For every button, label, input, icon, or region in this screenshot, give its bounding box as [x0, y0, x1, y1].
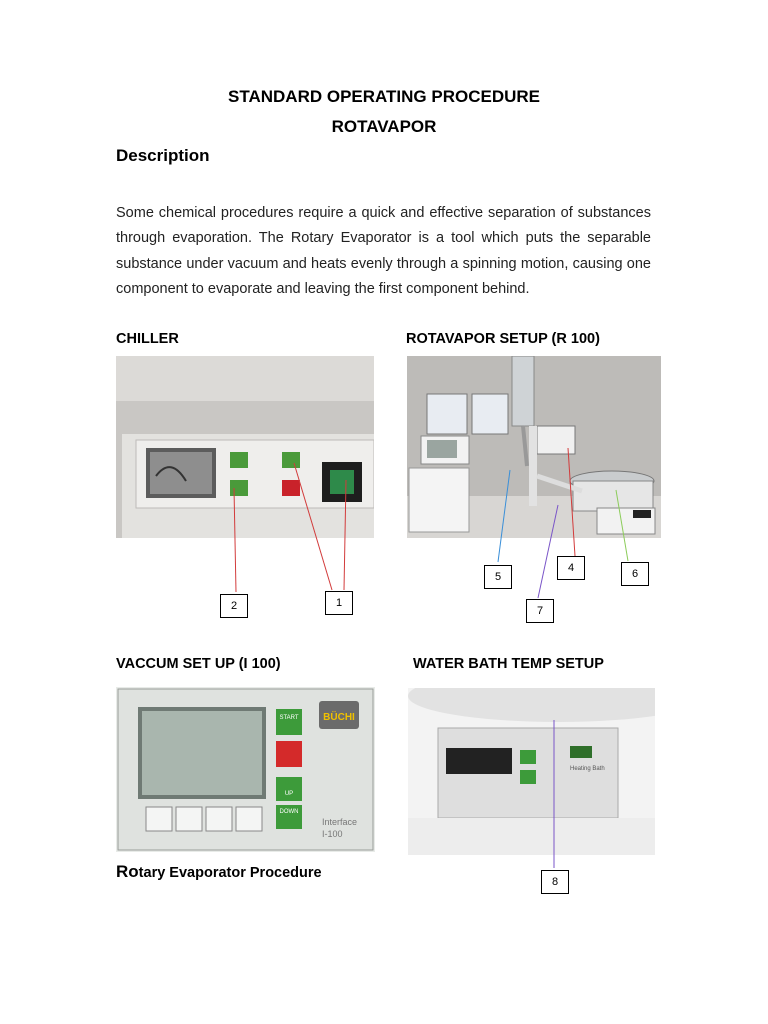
- callout-2: 2: [220, 594, 248, 618]
- interface-label: Interface: [322, 817, 358, 827]
- description-heading: Description: [116, 146, 210, 165]
- procedure-heading-prefix: Ro: [116, 862, 139, 881]
- chiller-heading: CHILLER: [116, 331, 179, 347]
- model-label: I-100: [322, 829, 343, 839]
- down-label: DOWN: [279, 809, 299, 815]
- callout-7: 7: [526, 599, 554, 623]
- procedure-heading-rest: tary Evaporator Procedure: [138, 865, 322, 881]
- water-bath-heading: WATER BATH TEMP SETUP: [413, 656, 604, 672]
- vacuum-setup-heading: VACCUM SET UP (I 100): [116, 656, 281, 672]
- callout-1: 1: [325, 591, 353, 615]
- callout-4: 4: [557, 556, 585, 580]
- callout-8: 8: [541, 870, 569, 894]
- procedure-heading: [116, 862, 322, 882]
- start-label: START: [279, 715, 299, 721]
- rotavapor-setup-heading: ROTAVAPOR SETUP (R 100): [406, 331, 600, 347]
- document-subtitle: ROTAVAPOR: [331, 117, 437, 136]
- callout-6: 6: [621, 562, 649, 586]
- description-paragraph: Some chemical procedures require a quick and effective separation of substances through evaporation. The Rotary Evaporator is a tool which puts the separable substance under vacuum and heats evenly through a spinning motion, causing one component to evaporate and leaving the first component behind.: [116, 205, 651, 297]
- buchi-logo-text: BÜCHI: [323, 712, 355, 723]
- callout-5: 5: [484, 565, 512, 589]
- heating-bath-label: Heating Bath: [570, 766, 605, 772]
- document-title: STANDARD OPERATING PROCEDURE: [228, 87, 540, 106]
- up-label: UP: [284, 791, 294, 797]
